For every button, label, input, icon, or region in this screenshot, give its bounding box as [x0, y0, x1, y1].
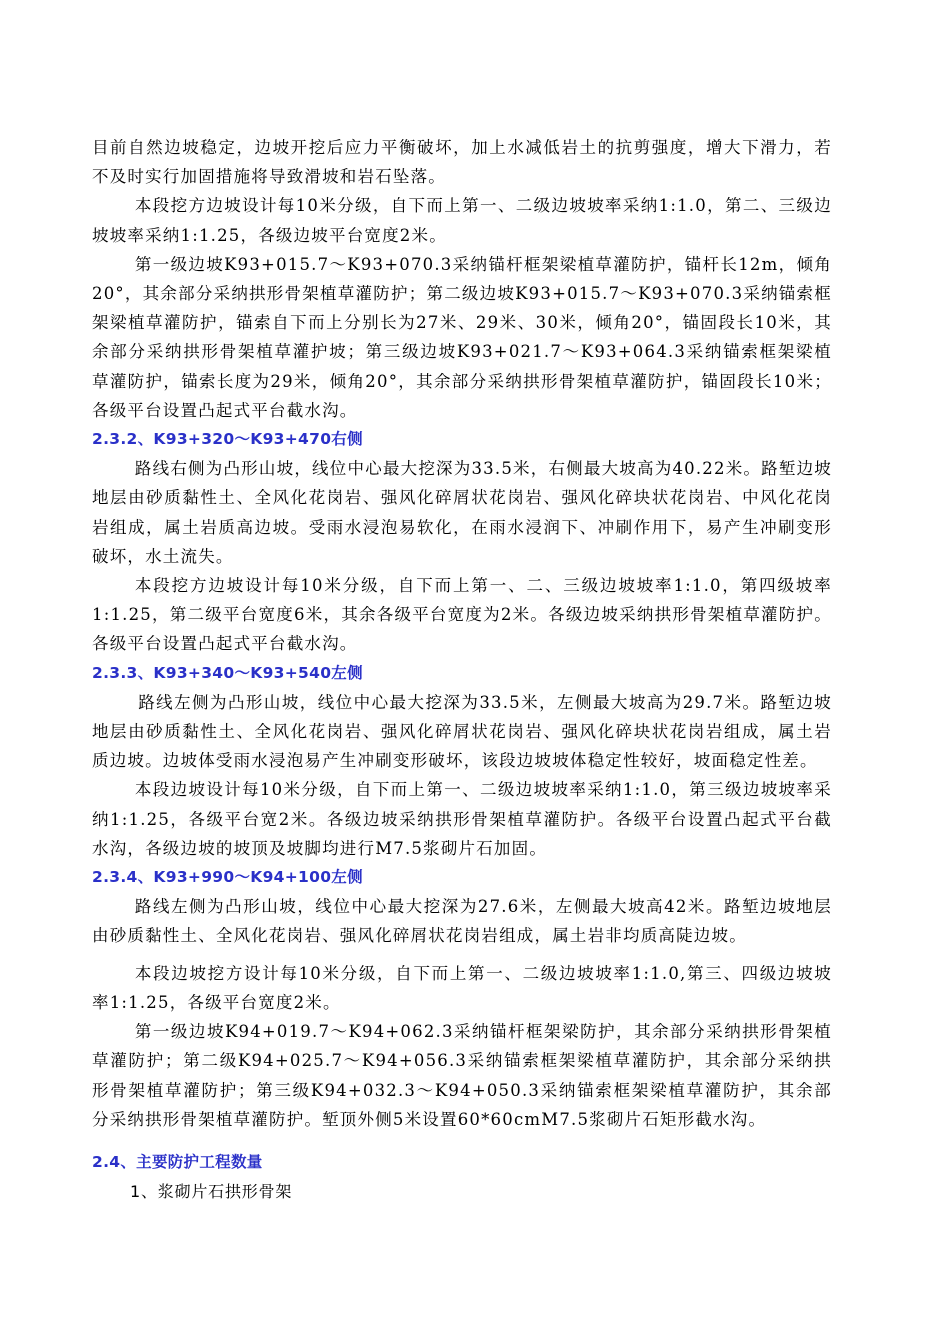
paragraph-slope-design-4: 本段边坡挖方设计每10米分级，自下而上第一、二级边坡坡率1:1.0,第三、四级边坡坡率1:1.25，各级平台宽度2米。 — [92, 963, 832, 1012]
paragraph-left-slope-2: 路线左侧为凸形山坡，线位中心最大挖深为27.6米，左侧最大坡高42米。路堑边坡地层由砂质黏性土、全风化花岗岩、强风化碎屑状花岗岩组成，属土岩非均质高陡边坡。 — [92, 897, 832, 946]
paragraph-slope-design-2: 本段挖方边坡设计每10米分级，自下而上第一、二、三级边坡坡率1:1.0，第四级坡率1:1.25，第二级平台宽度6米，其余各级平台宽度为2米。各级边坡采纳拱形骨架植草灌防护。各级平台设置凸起式平台截水沟。 — [92, 576, 832, 654]
paragraph-slope-levels-1: 第一级边坡K93+015.7～K93+070.3采纳锚杆框架梁植草灌防护，锚杆长12m，倾角20°，其余部分采纳拱形骨架植草灌防护；第二级边坡K93+015.7～K93+070.3采纳锚索框架梁植草灌防护，锚索自下而上分别长为27米、29米、30米，倾角20°，锚固段长10米，其余部分采纳拱形骨架植草灌护坡；第三级边坡K93+021.7～K93+064.3采纳锚索框架梁植草灌防护，锚索长度为29米，倾角20°，其余部分采纳拱形骨架植草灌防护，锚固段长10米；各级平台设置凸起式平台截水沟。 — [92, 254, 832, 420]
spacer — [92, 1134, 832, 1148]
section-heading-2-3-4: 2.3.4、K93+990～K94+100左侧 — [92, 868, 363, 887]
paragraph-slope-levels-2: 第一级边坡K94+019.7～K94+062.3采纳锚杆框架梁防护，其余部分采纳拱形骨架植草灌防护；第二级K94+025.7～K94+056.3采纳锚索框架梁植草灌防护，其余部分采纳拱形骨架植草灌防护；第三级K94+032.3～K94+050.3采纳锚索框架梁植草灌防护，其余部分采纳拱形骨架植草灌防护。堑顶外侧5米设置60*60cmM7.5浆砌片石矩形截水沟。 — [92, 1022, 832, 1129]
paragraph-slope-design-3: 本段边坡设计每10米分级，自下而上第一、二级边坡坡率采纳1:1.0，第三级边坡坡率采纳1:1.25，各级平台宽2米。各级边坡采纳拱形骨架植草灌防护。各级平台设置凸起式平台截水沟，各级边坡的坡顶及坡脚均进行M7.5浆砌片石加固。 — [92, 780, 832, 858]
section-heading-2-3-3: 2.3.3、K93+340～K93+540左侧 — [92, 663, 363, 682]
section-heading-2-3-2: 2.3.2、K93+320～K93+470右侧 — [92, 430, 363, 449]
list-item-mortar-arch-frame: 1、浆砌片石拱形骨架 — [130, 1182, 293, 1202]
document-page — [92, 133, 832, 1207]
paragraph-slope-stability: 目前自然边坡稳定，边坡开挖后应力平衡破坏，加上水减低岩土的抗剪强度，增大下滑力，若不及时实行加固措施将导致滑坡和岩石坠落。 — [92, 138, 832, 187]
spacer — [92, 951, 832, 959]
paragraph-right-slope: 路线右侧为凸形山坡，线位中心最大挖深为33.5米，右侧最大坡高为40.22米。路堑边坡地层由砂质黏性土、全风化花岗岩、强风化碎屑状花岗岩、强风化碎块状花岗岩、中风化花岗岩组成，属土岩质高边坡。受雨水浸泡易软化，在雨水浸润下、冲刷作用下，易产生冲刷变形破坏，水土流失。 — [92, 459, 832, 566]
paragraph-left-slope-1: 路线左侧为凸形山坡，线位中心最大挖深为33.5米，左侧最大坡高为29.7米。路堑边坡地层由砂质黏性土、全风化花岗岩、强风化碎屑状花岗岩、强风化碎块状花岗岩组成，属土岩质边坡。边坡体受雨水浸泡易产生冲刷变形破坏，该段边坡坡体稳定性较好，坡面稳定性差。 — [92, 692, 832, 771]
paragraph-slope-design-1: 本段挖方边坡设计每10米分级，自下而上第一、二级边坡坡率采纳1:1.0，第二、三级边坡坡率采纳1:1.25，各级边坡平台宽度2米。 — [92, 196, 832, 245]
section-heading-2-4: 2.4、主要防护工程数量 — [92, 1152, 263, 1171]
